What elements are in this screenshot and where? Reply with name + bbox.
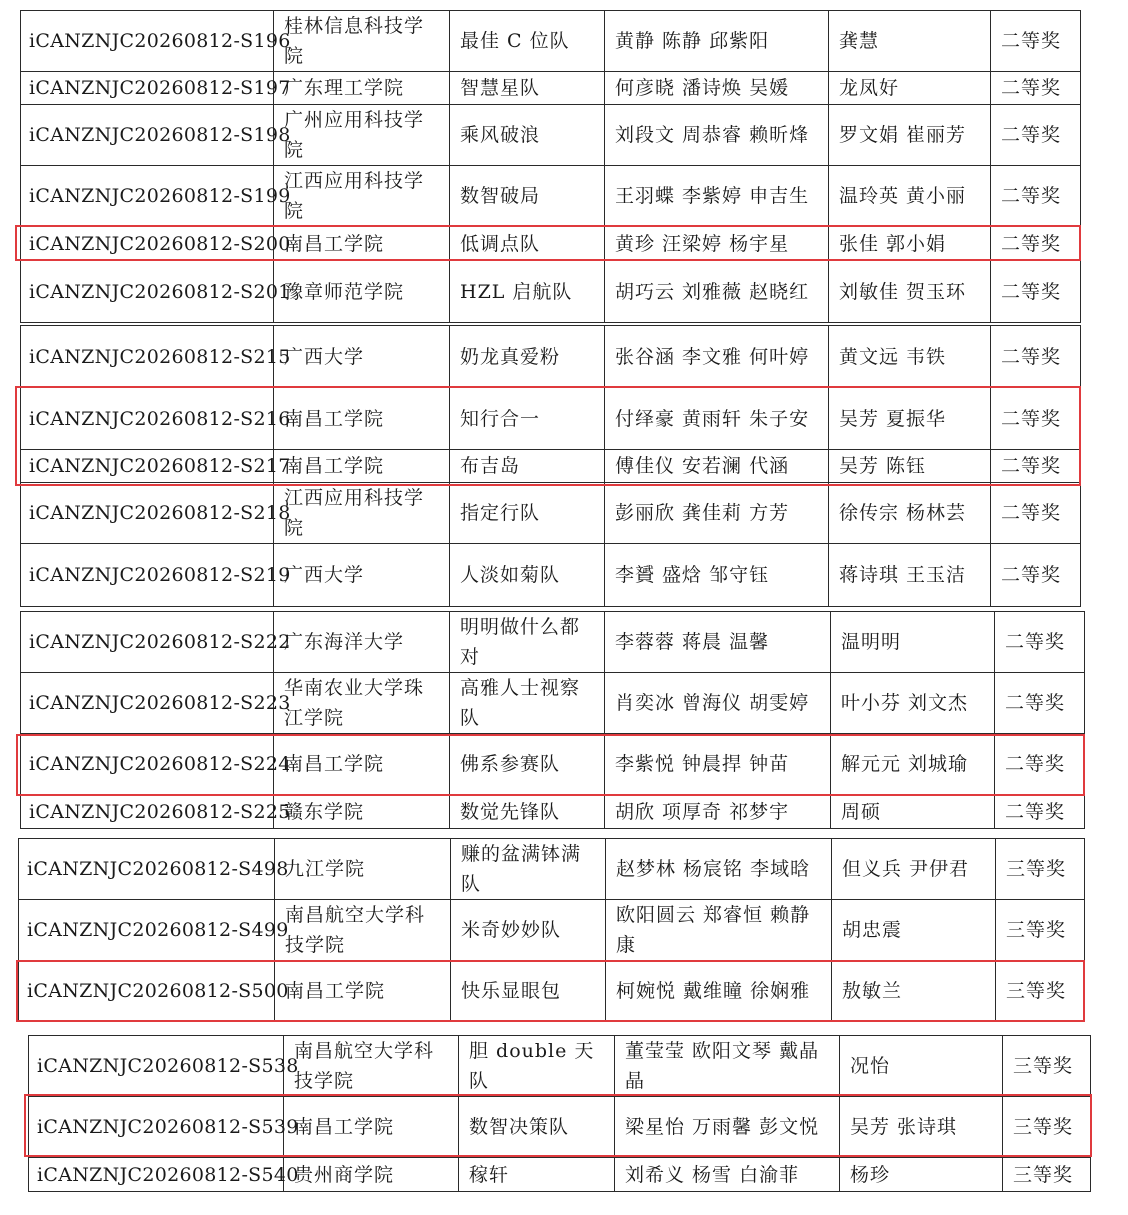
team-members: 李蓉蓉 蒋晨 温馨	[605, 612, 831, 673]
team-name: 智慧星队	[450, 72, 605, 105]
results-table-block-e	[28, 1035, 1091, 1192]
entry-code: iCANZNJC20260812-S196	[21, 11, 274, 72]
advisor-names: 徐传宗 杨林芸	[829, 483, 991, 544]
entry-code: iCANZNJC20260812-S198	[21, 105, 274, 166]
advisor-names: 叶小芬 刘文杰	[831, 673, 995, 734]
table-row	[19, 900, 1085, 961]
team-name: 人淡如菊队	[450, 544, 605, 607]
award-level: 二等奖	[991, 261, 1081, 323]
school-name: 南昌工学院	[274, 227, 450, 261]
table-row	[21, 673, 1085, 734]
award-level: 二等奖	[991, 227, 1081, 261]
award-level: 二等奖	[991, 105, 1081, 166]
award-level: 二等奖	[991, 450, 1081, 483]
school-name: 贵州商学院	[284, 1158, 459, 1192]
team-members: 李紫悦 钟晨捍 钟苗	[605, 734, 831, 795]
advisor-names: 张佳 郭小娟	[829, 227, 991, 261]
team-name: 低调点队	[450, 227, 605, 261]
school-name: 江西应用科技学院	[274, 166, 450, 227]
award-level: 二等奖	[991, 483, 1081, 544]
school-name: 广西大学	[274, 544, 450, 607]
award-level: 二等奖	[991, 11, 1081, 72]
table-row	[21, 612, 1085, 673]
team-members: 赵梦林 杨宸铭 李域晗	[606, 839, 832, 900]
school-name: 广西大学	[274, 326, 450, 388]
table-row	[21, 450, 1081, 483]
entry-code: iCANZNJC20260812-S219	[21, 544, 274, 607]
advisor-names: 温玲英 黄小丽	[829, 166, 991, 227]
advisor-names: 但义兵 尹伊君	[832, 839, 996, 900]
entry-code: iCANZNJC20260812-S216	[21, 388, 274, 450]
entry-code: iCANZNJC20260812-S538	[29, 1036, 284, 1097]
team-members: 胡巧云 刘雅薇 赵晓红	[605, 261, 829, 323]
advisor-names: 周硕	[831, 795, 995, 829]
team-members: 肖奕冰 曾海仪 胡雯婷	[605, 673, 831, 734]
school-name: 南昌航空大学科技学院	[275, 900, 451, 961]
entry-code: iCANZNJC20260812-S201	[21, 261, 274, 323]
results-table-block-b	[20, 325, 1081, 607]
school-name: 九江学院	[275, 839, 451, 900]
advisor-names: 吴芳 陈钰	[829, 450, 991, 483]
advisor-names: 吴芳 张诗琪	[840, 1097, 1003, 1158]
school-name: 桂林信息科技学院	[274, 11, 450, 72]
team-name: 佛系参赛队	[450, 734, 605, 795]
team-members: 付绎豪 黄雨轩 朱子安	[605, 388, 829, 450]
entry-code: iCANZNJC20260812-S200	[21, 227, 274, 261]
team-name: HZL 启航队	[450, 261, 605, 323]
team-members: 王羽蝶 李紫婷 申吉生	[605, 166, 829, 227]
award-level: 三等奖	[996, 839, 1085, 900]
team-name: 数智破局	[450, 166, 605, 227]
table-row	[21, 11, 1081, 72]
advisor-names: 罗文娟 崔丽芳	[829, 105, 991, 166]
award-level: 二等奖	[995, 734, 1085, 795]
advisor-names: 刘敏佳 贺玉环	[829, 261, 991, 323]
entry-code: iCANZNJC20260812-S218	[21, 483, 274, 544]
advisor-names: 龚慧	[829, 11, 991, 72]
award-level: 二等奖	[995, 612, 1085, 673]
award-level: 二等奖	[995, 795, 1085, 829]
advisor-names: 况怡	[840, 1036, 1003, 1097]
school-name: 南昌航空大学科技学院	[284, 1036, 459, 1097]
table-row	[29, 1158, 1091, 1192]
award-level: 二等奖	[991, 72, 1081, 105]
school-name: 豫章师范学院	[274, 261, 450, 323]
team-name: 稼轩	[459, 1158, 615, 1192]
entry-code: iCANZNJC20260812-S498	[19, 839, 275, 900]
school-name: 广东理工学院	[274, 72, 450, 105]
advisor-names: 胡忠震	[832, 900, 996, 961]
school-name: 广州应用科技学院	[274, 105, 450, 166]
team-members: 彭丽欣 龚佳莉 方芳	[605, 483, 829, 544]
advisor-names: 龙凤好	[829, 72, 991, 105]
table-row	[21, 483, 1081, 544]
award-level: 二等奖	[991, 326, 1081, 388]
team-members: 胡欣 项厚奇 祁梦宇	[605, 795, 831, 829]
school-name: 南昌工学院	[274, 450, 450, 483]
award-level: 二等奖	[991, 388, 1081, 450]
entry-code: iCANZNJC20260812-S199	[21, 166, 274, 227]
entry-code: iCANZNJC20260812-S215	[21, 326, 274, 388]
school-name: 南昌工学院	[274, 734, 450, 795]
team-members: 董莹莹 欧阳文琴 戴晶晶	[615, 1036, 840, 1097]
team-name: 高雅人士视察队	[450, 673, 605, 734]
award-level: 二等奖	[991, 544, 1081, 607]
table-row	[21, 105, 1081, 166]
team-members: 何彦晓 潘诗焕 吴媛	[605, 72, 829, 105]
table-row	[21, 166, 1081, 227]
team-name: 数觉先锋队	[450, 795, 605, 829]
entry-code: iCANZNJC20260812-S197	[21, 72, 274, 105]
table-row	[19, 839, 1085, 900]
team-members: 黄静 陈静 邱紫阳	[605, 11, 829, 72]
table-row	[21, 544, 1081, 607]
advisor-names: 吴芳 夏振华	[829, 388, 991, 450]
entry-code: iCANZNJC20260812-S223	[21, 673, 274, 734]
results-table-block-a	[20, 10, 1081, 323]
table-row	[29, 1036, 1091, 1097]
entry-code: iCANZNJC20260812-S222	[21, 612, 274, 673]
table-row	[21, 388, 1081, 450]
table-row	[21, 227, 1081, 261]
advisor-names: 解元元 刘城瑜	[831, 734, 995, 795]
school-name: 南昌工学院	[274, 388, 450, 450]
entry-code: iCANZNJC20260812-S540	[29, 1158, 284, 1192]
team-name: 明明做什么都对	[450, 612, 605, 673]
results-table-block-c	[20, 611, 1085, 829]
award-level: 三等奖	[1003, 1036, 1091, 1097]
team-members: 柯婉悦 戴维瞳 徐娴雅	[606, 961, 832, 1022]
team-members: 李贇 盛焓 邹守钰	[605, 544, 829, 607]
school-name: 广东海洋大学	[274, 612, 450, 673]
team-members: 梁星怡 万雨馨 彭文悦	[615, 1097, 840, 1158]
team-name: 米奇妙妙队	[451, 900, 606, 961]
team-name: 奶龙真爱粉	[450, 326, 605, 388]
team-members: 傅佳仪 安若澜 代涵	[605, 450, 829, 483]
advisor-names: 杨珍	[840, 1158, 1003, 1192]
award-level: 二等奖	[991, 166, 1081, 227]
advisor-names: 敖敏兰	[832, 961, 996, 1022]
team-members: 欧阳圆云 郑睿恒 赖静康	[606, 900, 832, 961]
table-row	[19, 961, 1085, 1022]
team-name: 赚的盆满钵满队	[451, 839, 606, 900]
entry-code: iCANZNJC20260812-S224	[21, 734, 274, 795]
team-name: 最佳 C 位队	[450, 11, 605, 72]
team-name: 快乐显眼包	[451, 961, 606, 1022]
award-level: 三等奖	[996, 900, 1085, 961]
entry-code: iCANZNJC20260812-S217	[21, 450, 274, 483]
table-row	[29, 1097, 1091, 1158]
table-row	[21, 261, 1081, 323]
school-name: 华南农业大学珠江学院	[274, 673, 450, 734]
school-name: 南昌工学院	[284, 1097, 459, 1158]
entry-code: iCANZNJC20260812-S225	[21, 795, 274, 829]
team-name: 胆 double 天队	[459, 1036, 615, 1097]
entry-code: iCANZNJC20260812-S539	[29, 1097, 284, 1158]
advisor-names: 黄文远 韦铁	[829, 326, 991, 388]
table-row	[21, 326, 1081, 388]
team-name: 指定行队	[450, 483, 605, 544]
team-name: 乘风破浪	[450, 105, 605, 166]
advisor-names: 温明明	[831, 612, 995, 673]
team-name: 知行合一	[450, 388, 605, 450]
team-members: 刘段文 周恭睿 赖昕烽	[605, 105, 829, 166]
team-members: 刘希义 杨雪 白渝菲	[615, 1158, 840, 1192]
school-name: 南昌工学院	[275, 961, 451, 1022]
entry-code: iCANZNJC20260812-S499	[19, 900, 275, 961]
school-name: 赣东学院	[274, 795, 450, 829]
table-row	[21, 734, 1085, 795]
team-name: 数智决策队	[459, 1097, 615, 1158]
table-row	[21, 795, 1085, 829]
award-level: 三等奖	[996, 961, 1085, 1022]
table-row	[21, 72, 1081, 105]
entry-code: iCANZNJC20260812-S500	[19, 961, 275, 1022]
results-table-block-d	[18, 838, 1085, 1022]
award-level: 二等奖	[995, 673, 1085, 734]
school-name: 江西应用科技学院	[274, 483, 450, 544]
team-members: 张谷涵 李文雅 何叶婷	[605, 326, 829, 388]
advisor-names: 蒋诗琪 王玉洁	[829, 544, 991, 607]
team-name: 布吉岛	[450, 450, 605, 483]
award-level: 三等奖	[1003, 1158, 1091, 1192]
team-members: 黄珍 汪梁婷 杨宇星	[605, 227, 829, 261]
award-level: 三等奖	[1003, 1097, 1091, 1158]
